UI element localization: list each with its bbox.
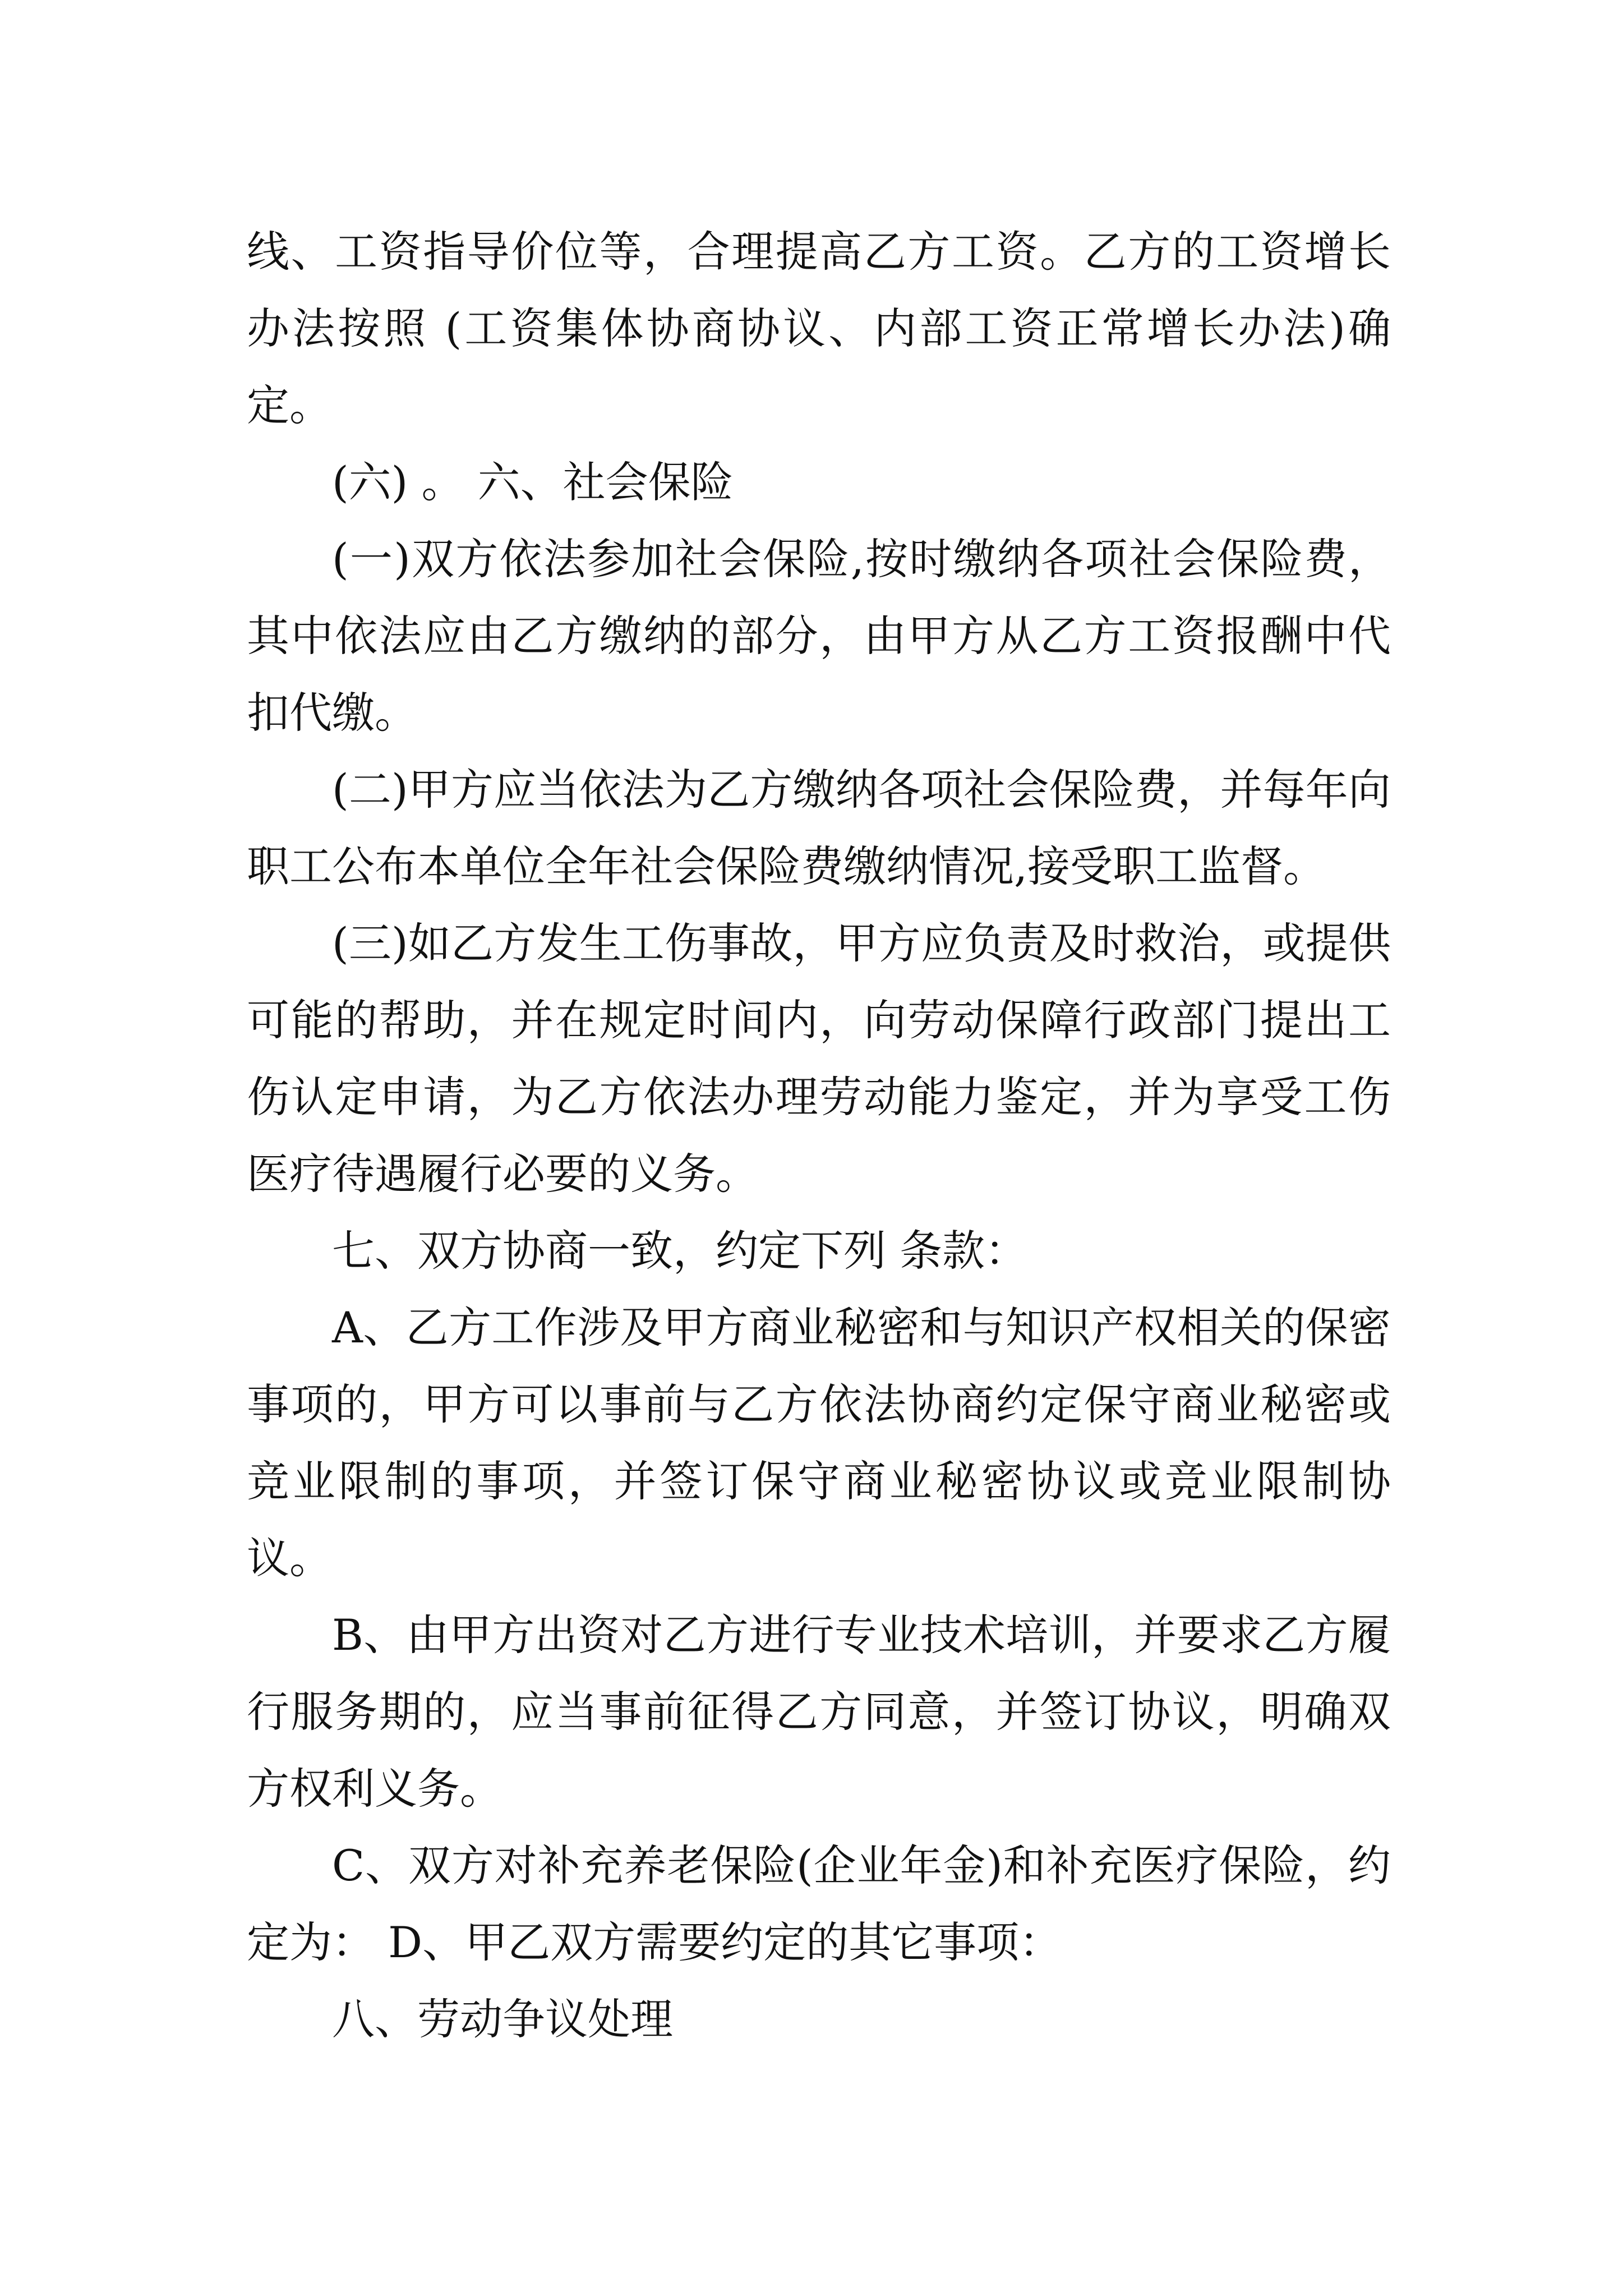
paragraph-wage-growth: 线、工资指导价位等，合理提高乙方工资。乙方的工资增长办法按照 (工资集体协商协议、内部工资正常增长办法)确定。 (247, 227, 1391, 430)
paragraph-term-b: B、由甲方出资对乙方进行专业技术培训，并要求乙方履行服务期的，应当事前征得乙方同意，并签订协议，明确双方权利义务。 (247, 1610, 1391, 1814)
paragraph-term-a: A、乙方工作涉及甲方商业秘密和与知识产权相关的保密事项的，甲方可以事前与乙方依法协商约定保守商业秘密或竞业限制的事项，并签订保守商业秘密协议或竞业限制协议。 (247, 1303, 1391, 1583)
paragraph-term-c-d: C、双方对补充养老保险(企业年金)和补充医疗保险，约定为： D、甲乙双方需要约定的其它事项： (247, 1841, 1391, 1967)
paragraph-insurance-clause-1: (一)双方依法参加社会保险,按时缴纳各项社会保险费，其中依法应由乙方缴纳的部分，由甲方从乙方工资报酬中代扣代缴。 (247, 534, 1391, 738)
paragraph-insurance-clause-3: (三)如乙方发生工伤事故，甲方应负责及时救治，或提供可能的帮助，并在规定时间内，向劳动保障行政部门提出工伤认定申请，为乙方依法办理劳动能力鉴定，并为享受工伤医疗待遇履行必要的义务。 (247, 918, 1391, 1199)
heading-labor-dispute: 八、劳动争议处理 (332, 1994, 673, 2044)
paragraph-insurance-clause-2: (二)甲方应当依法为乙方缴纳各项社会保险费，并每年向职工公布本单位全年社会保险费缴纳情况,接受职工监督。 (247, 765, 1391, 891)
heading-social-insurance: (六) 。 六、社会保险 (332, 457, 734, 507)
heading-agreed-terms: 七、双方协商一致，约定下列 条款： (332, 1226, 1028, 1276)
document-body (247, 213, 1391, 2058)
